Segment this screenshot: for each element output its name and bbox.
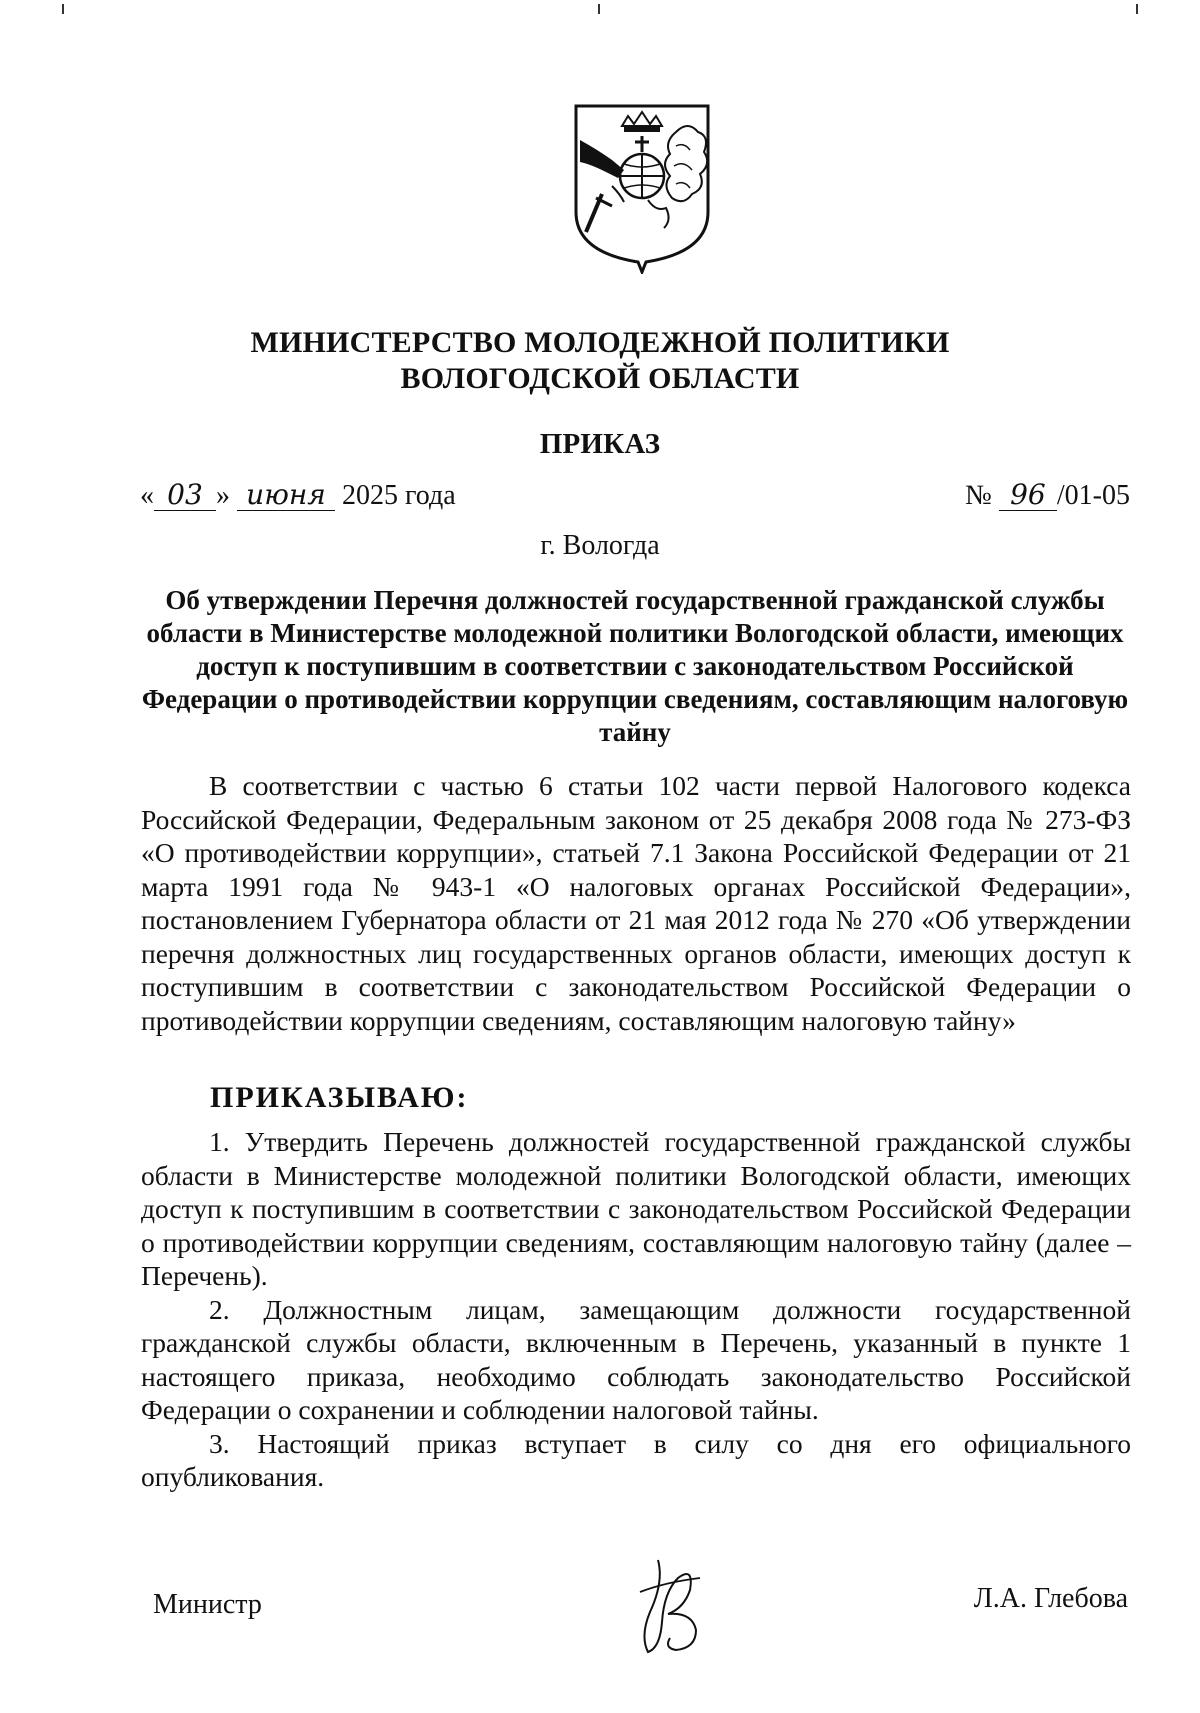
date-number-row [140,480,1130,516]
scan-mark-left [62,4,64,14]
number-suffix: /01-05 [1056,480,1130,511]
date-quote-open: « [140,480,154,511]
scan-mark-center [598,4,600,14]
date-day-handwritten: 03 [154,480,216,511]
city: г. Вологда [540,530,660,561]
coat-of-arms-icon [572,102,712,274]
signatory-position: Министр [153,1589,262,1620]
orders-heading: ПРИКАЗЫВАЮ: [210,1081,469,1114]
ministry-name-line2: ВОЛОГОДСКОЙ ОБЛАСТИ [400,362,800,395]
order-item-1: 1. Утвердить Перечень должностей государственной гражданской службы области в Министерстве молодежной политики Вологодской области, имеющих доступ к поступившим в соответствии с законодательством Российской Федерации о противодействии коррупции сведениям, составляющим налоговую тайну (далее – Перечень). [141,1126,1131,1291]
order-subject-heading: Об утверждении Перечня должностей государственной гражданской службы области в Министерстве молодежной политики Вологодской области, имеющих доступ к поступившим в соответствии с законодательством Российской Федерации о противодействии коррупции сведениям, составляющим налоговую тайну [141,585,1129,747]
order-number [965,480,1130,512]
date-quote-close: » [216,480,230,511]
order-items [141,1125,1131,1494]
order-item-3: 3. Настоящий приказ вступает в силу со дня его официального опубликования. [141,1427,1131,1492]
signature-icon [620,1552,730,1662]
order-item-2: 2. Должностным лицам, замещающим должности государственной гражданской службы области, включенным в Перечень, указанный в пункте 1 настоящего приказа, необходимо соблюдать законодательство Российской Федерации о сохранении и соблюдении налоговой тайны. [141,1293,1131,1425]
order-date [140,480,456,512]
preamble-paragraph: В соответствии с частью 6 статьи 102 части первой Налогового кодекса Российской Федерации, Федеральным законом от 25 декабря 2008 года № 273-ФЗ «О противодействии коррупции», статьей 7.1 Закона Российской Федерации от 21 марта 1991 года № 943-1 «О налоговых органах Российской Федерации», постановлением Губернатора области от 21 мая 2012 года № 270 «Об утверждении перечня должностных лиц государственных органов области, имеющих доступ к поступившим в соответствии с законодательством Российской Федерации о противодействии коррупции сведениям, составляющим налоговую тайну» [141,770,1131,1036]
date-month-handwritten: июня [237,480,335,511]
signatory-name: Л.А. Глебова [973,1583,1128,1614]
number-prefix: № [965,480,992,511]
date-year: 2025 года [342,480,456,511]
scan-mark-right [1136,4,1138,14]
number-handwritten: 96 [999,480,1057,511]
ministry-name-line1: МИНИСТЕРСТВО МОЛОДЕЖНОЙ ПОЛИТИКИ [250,326,950,359]
document-type-title: ПРИКАЗ [539,428,661,460]
